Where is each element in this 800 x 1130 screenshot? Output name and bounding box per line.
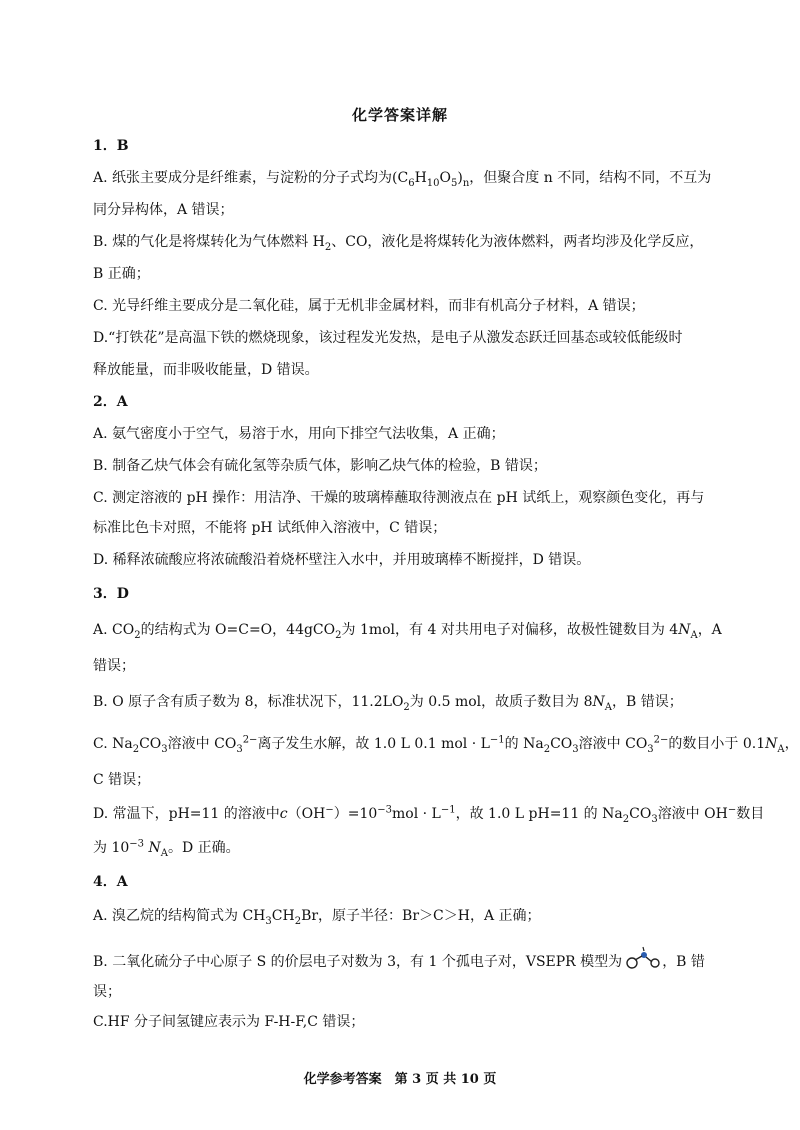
- page-footer: 化学参考答案 第 3 页 共 10 页: [303, 1072, 497, 1087]
- q1-option-a: A. 纸张主要成分是纤维素，与淀粉的分子式均为$(C_6H_{10}O_5)_n$，但聚合度 n 不同，结构不同，不互为: [93, 170, 712, 189]
- q2-option-d: D. 稀释浓硫酸应将浓硫酸沿着烧杯壁注入水中，并用玻璃棒不断搅拌，D 错误。: [93, 552, 591, 568]
- q4-option-a: A. 溴乙烷的结构简式为 $CH_3CH_2Br$，原子半径：Br＞C＞H，A 正确；: [93, 908, 541, 927]
- q1-option-c: C. 光导纤维主要成分是二氧化硅，属于无机非金属材料，而非有机高分子材料，A 错误；: [93, 298, 645, 314]
- question-4-answer: 4．A: [93, 874, 128, 890]
- q4-option-b-cont: 误；: [93, 984, 121, 1000]
- q2-option-b: B. 制备乙炔气体会有硫化氢等杂质气体，影响乙炔气体的检验，B 错误；: [93, 458, 547, 474]
- q4-option-b: B. 二氧化硫分子中心原子 S 的价层电子对数为 3，有 1 个孤电子对，VSEPR 模型为 ，B 错: [93, 952, 713, 972]
- q2-option-c-cont: 标准比色卡对照，不能将 pH 试纸伸入溶液中，C 错误；: [93, 520, 447, 536]
- q3-option-a-cont: 错误；: [93, 658, 135, 674]
- q3-option-d: D. 常温下，pH=11 的溶液中$c(OH^-)=10^{-3}mol \cdot L^{-1}$，故 1.0 L pH=11 的 $Na_2CO_3$溶液中 OH−数目: [93, 804, 765, 825]
- question-1-answer: 1．B: [93, 138, 129, 154]
- q2-option-a: A. 氨气密度小于空气，易溶于水，用向下排空气法收集，A 正确；: [93, 426, 505, 442]
- q1-option-a-cont: 同分异构体，A 错误；: [93, 202, 234, 218]
- q4-option-c: C.HF 分子间氢键应表示为 F-H-F,C 错误；: [93, 1014, 365, 1030]
- q1-option-d: D.“打铁花”是高温下铁的燃烧现象，该过程发光发热，是电子从激发态跃迁回基态或较低能级时: [93, 330, 683, 346]
- page-title: 化学答案详解: [351, 106, 448, 124]
- q3-option-a: A. $CO_2$的结构式为 O=C=O，44gCO$_2$为 1mol，有 4 对共用电子对偏移，故极性键数目为 $4N_A$，A: [93, 622, 722, 641]
- q3-option-c-cont: C 错误；: [93, 772, 151, 788]
- q3-option-b: B. O 原子含有质子数为 8，标准状况下，$11.2LO_2$为 0.5 mol，故质子数目为 $8N_A$，B 错误；: [93, 694, 683, 713]
- q2-option-c: C. 测定溶液的 pH 操作：用洁净、干燥的玻璃棒蘸取待测液点在 pH 试纸上，观察颜色变化，再与: [93, 490, 705, 506]
- q1-option-d-cont: 释放能量，而非吸收能量，D 错误。: [93, 362, 319, 378]
- q1-option-b: B. 煤的气化是将煤转化为气体燃料 $H_2$、CO，液化是将煤转化为液体燃料，两者均涉及化学反应，: [93, 234, 704, 253]
- q3-option-d-cont: 为 $10^{-3}$ $N_A$。D 正确。: [93, 838, 240, 859]
- q3-option-c: C. $Na_2CO_3$溶液中 $CO_3^{2-}$离子发生水解，故 1.0 L 0.1 mol · $L^{-1}$的 $Na_2CO_3$溶液中 $CO_3^{2-}$的数目小于 $0.1N_A$，: [93, 734, 799, 755]
- q1-option-b-cont: B 正确；: [93, 266, 150, 282]
- question-2-answer: 2．A: [93, 394, 128, 410]
- question-3-answer: 3．D: [93, 586, 129, 602]
- vsepr-model-icon: [624, 952, 660, 972]
